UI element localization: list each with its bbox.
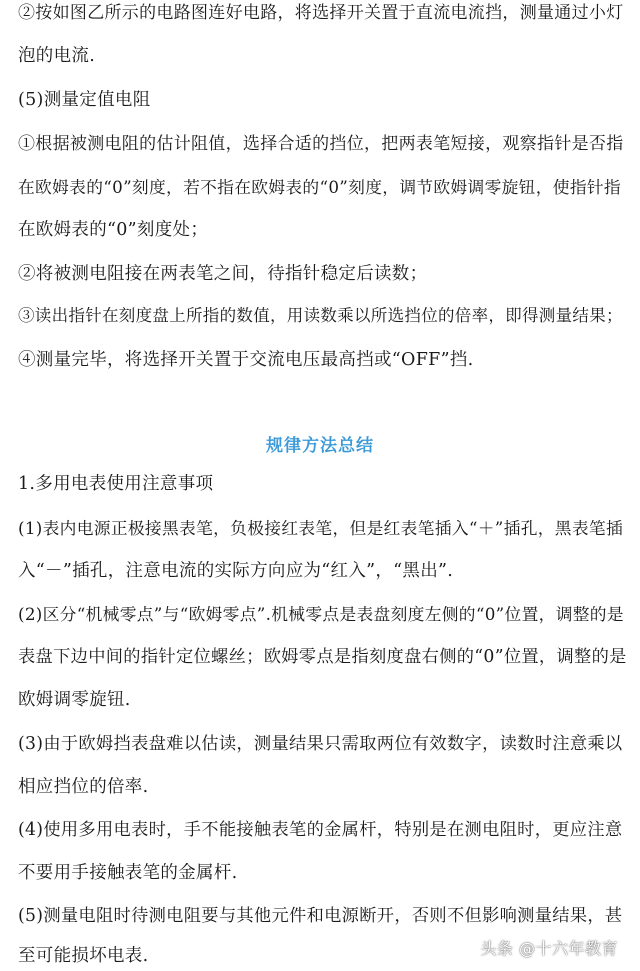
text-line: 相应挡位的倍率. <box>18 777 149 797</box>
text-line: 入“－”插孔，注意电流的实际方向应为“红入”，“黑出”. <box>18 561 454 581</box>
section-heading: 规律方法总结 <box>266 436 374 456</box>
text-line: ④测量完毕，将选择开关置于交流电压最高挡或“OFF”挡. <box>18 350 474 370</box>
text-line: 不要用手接触表笔的金属杆. <box>18 863 238 883</box>
text-line: (5)测量定值电阻 <box>18 90 151 110</box>
text-line: 在欧姆表的“0”刻度，若不指在欧姆表的“0”刻度，调节欧姆调零旋钮，使指针指 <box>18 177 621 197</box>
text-line: 在欧姆表的“0”刻度处； <box>18 220 209 240</box>
source-watermark: 头条 @十六年教育 <box>480 939 618 958</box>
text-line: 至可能损坏电表. <box>18 946 149 966</box>
text-line: (3)由于欧姆挡表盘难以估读，测量结果只需取两位有效数字，读数时注意乘以 <box>18 734 623 754</box>
text-line: 表盘下边中间的指针定位螺丝；欧姆零点是指刻度盘右侧的“0”位置，调整的是 <box>18 647 627 667</box>
text-line: (2)区分“机械零点”与“欧姆零点”.机械零点是表盘刻度左侧的“0”位置，调整的是 <box>18 604 624 624</box>
text-line: ②将被测电阻接在两表笔之间，待指针稳定后读数； <box>18 264 428 284</box>
text-line: 泡的电流. <box>18 46 96 66</box>
text-line: ②按如图乙所示的电路图连好电路，将选择开关置于直流电流挡，测量通过小灯 <box>18 3 624 23</box>
text-line: ①根据被测电阻的估计阻值，选择合适的挡位，把两表笔短接，观察指针是否指 <box>18 134 624 154</box>
text-line: 欧姆调零旋钮. <box>18 690 131 710</box>
text-line: ③读出指针在刻度盘上所指的数值，用读数乘以所选挡位的倍率，即得测量结果； <box>18 306 623 325</box>
text-line: (5)测量电阻时待测电阻要与其他元件和电源断开，否则不但影响测量结果，甚 <box>18 906 623 926</box>
text-line: (1)表内电源正极接黑表笔，负极接红表笔，但是红表笔插入“＋”插孔，黑表笔插 <box>18 518 624 538</box>
text-line: (4)使用多用电表时，手不能接触表笔的金属杆，特别是在测电阻时，更应注意 <box>18 820 623 840</box>
text-line: 1.多用电表使用注意事项 <box>18 474 214 494</box>
